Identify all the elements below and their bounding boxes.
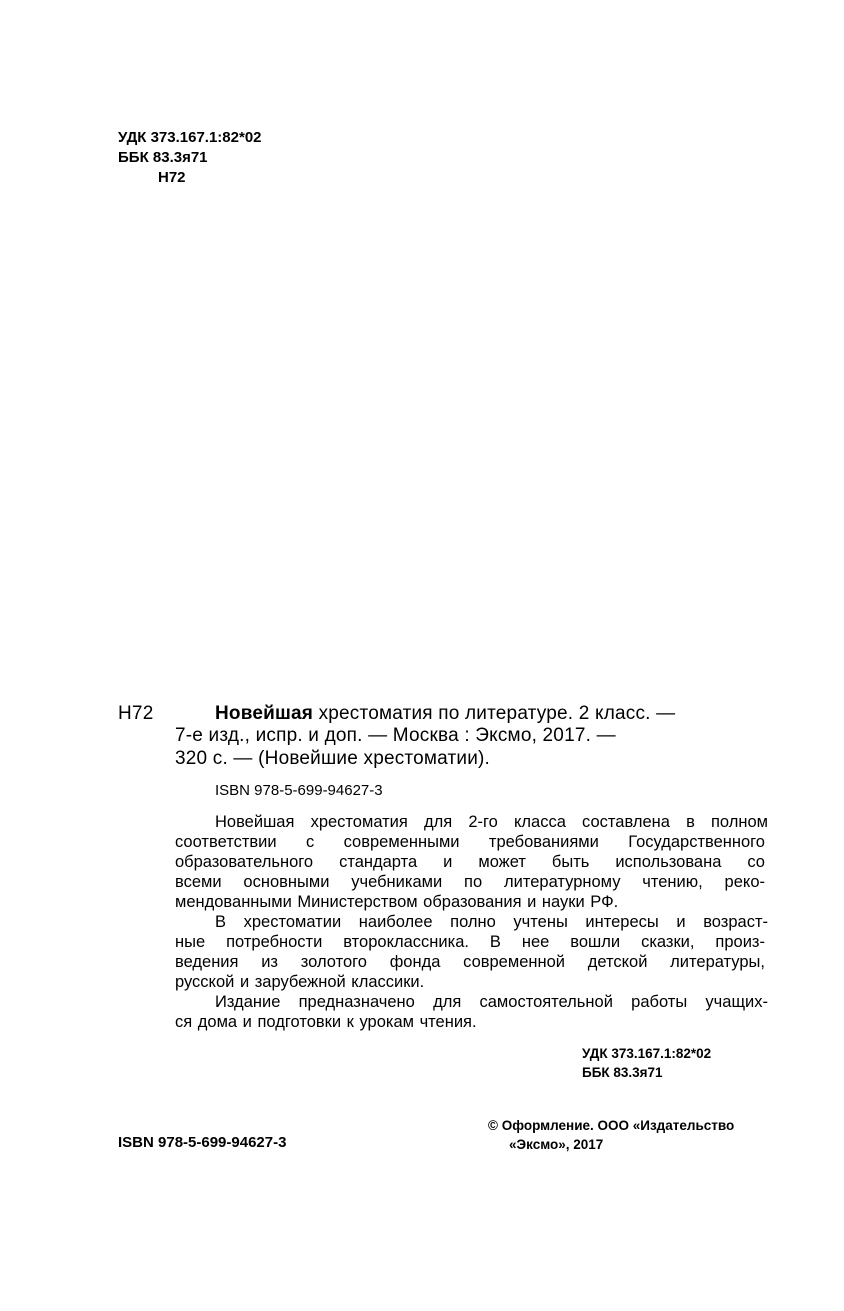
annotation-p1-line-2: соответствии с современными требованиями Государственного bbox=[175, 833, 765, 851]
udk-code: УДК 373.167.1:82*02 bbox=[118, 129, 262, 146]
right-classification bbox=[582, 1044, 711, 1082]
right-udk-code: УДК 373.167.1:82*02 bbox=[582, 1046, 712, 1061]
copyright-block bbox=[488, 1116, 734, 1154]
annotation-p3-line-1: Издание предназначено для самостоятельной работы учащих- bbox=[215, 993, 768, 1011]
annotation-p1-line-4: всеми основными учебниками по литературному чтению, реко- bbox=[175, 873, 765, 891]
bib-code: Н72 bbox=[118, 703, 154, 724]
annotation-p2-line-4: русской и зарубежной классики. bbox=[175, 973, 425, 991]
bib-line-1-rest: хрестоматия по литературе. 2 класс. — bbox=[313, 703, 676, 724]
bib-line-2: 7-е изд., испр. и доп. — Москва : Эксмо, 2017. — bbox=[175, 725, 616, 746]
annotation-p1-line-3: образовательного стандарта и может быть использована со bbox=[175, 853, 765, 871]
footer-isbn: ISBN 978-5-699-94627-3 bbox=[118, 1134, 287, 1151]
author-sign: Н72 bbox=[158, 169, 186, 186]
annotation-p1-line-1: Новейшая хрестоматия для 2-го класса составлена в полном bbox=[215, 813, 768, 831]
annotation-p1-line-5: мендованными Министерством образования и науки РФ. bbox=[175, 893, 619, 911]
bib-line-3: 320 с. — (Новейшие хрестоматии). bbox=[175, 748, 491, 769]
bib-isbn: ISBN 978-5-699-94627-3 bbox=[215, 782, 383, 799]
right-bbk-code: ББК 83.3я71 bbox=[582, 1065, 663, 1080]
annotation-p3-line-2: ся дома и подготовки к урокам чтения. bbox=[175, 1013, 477, 1031]
bbk-code: ББК 83.3я71 bbox=[118, 149, 208, 166]
annotation-p2-line-3: ведения из золотого фонда современной детской литературы, bbox=[175, 953, 765, 971]
annotation-p2-line-1: В хрестоматии наиболее полно учтены интересы и возраст- bbox=[215, 913, 768, 931]
annotation-p2-line-2: ные потребности второклассника. В нее вошли сказки, произ- bbox=[175, 933, 765, 951]
top-classification bbox=[118, 128, 262, 188]
copyright-line-1: © Оформление. ООО «Издательство bbox=[488, 1118, 735, 1133]
bib-title-bold: Новейшая bbox=[215, 703, 314, 724]
copyright-line-2: «Эксмо», 2017 bbox=[509, 1137, 604, 1152]
